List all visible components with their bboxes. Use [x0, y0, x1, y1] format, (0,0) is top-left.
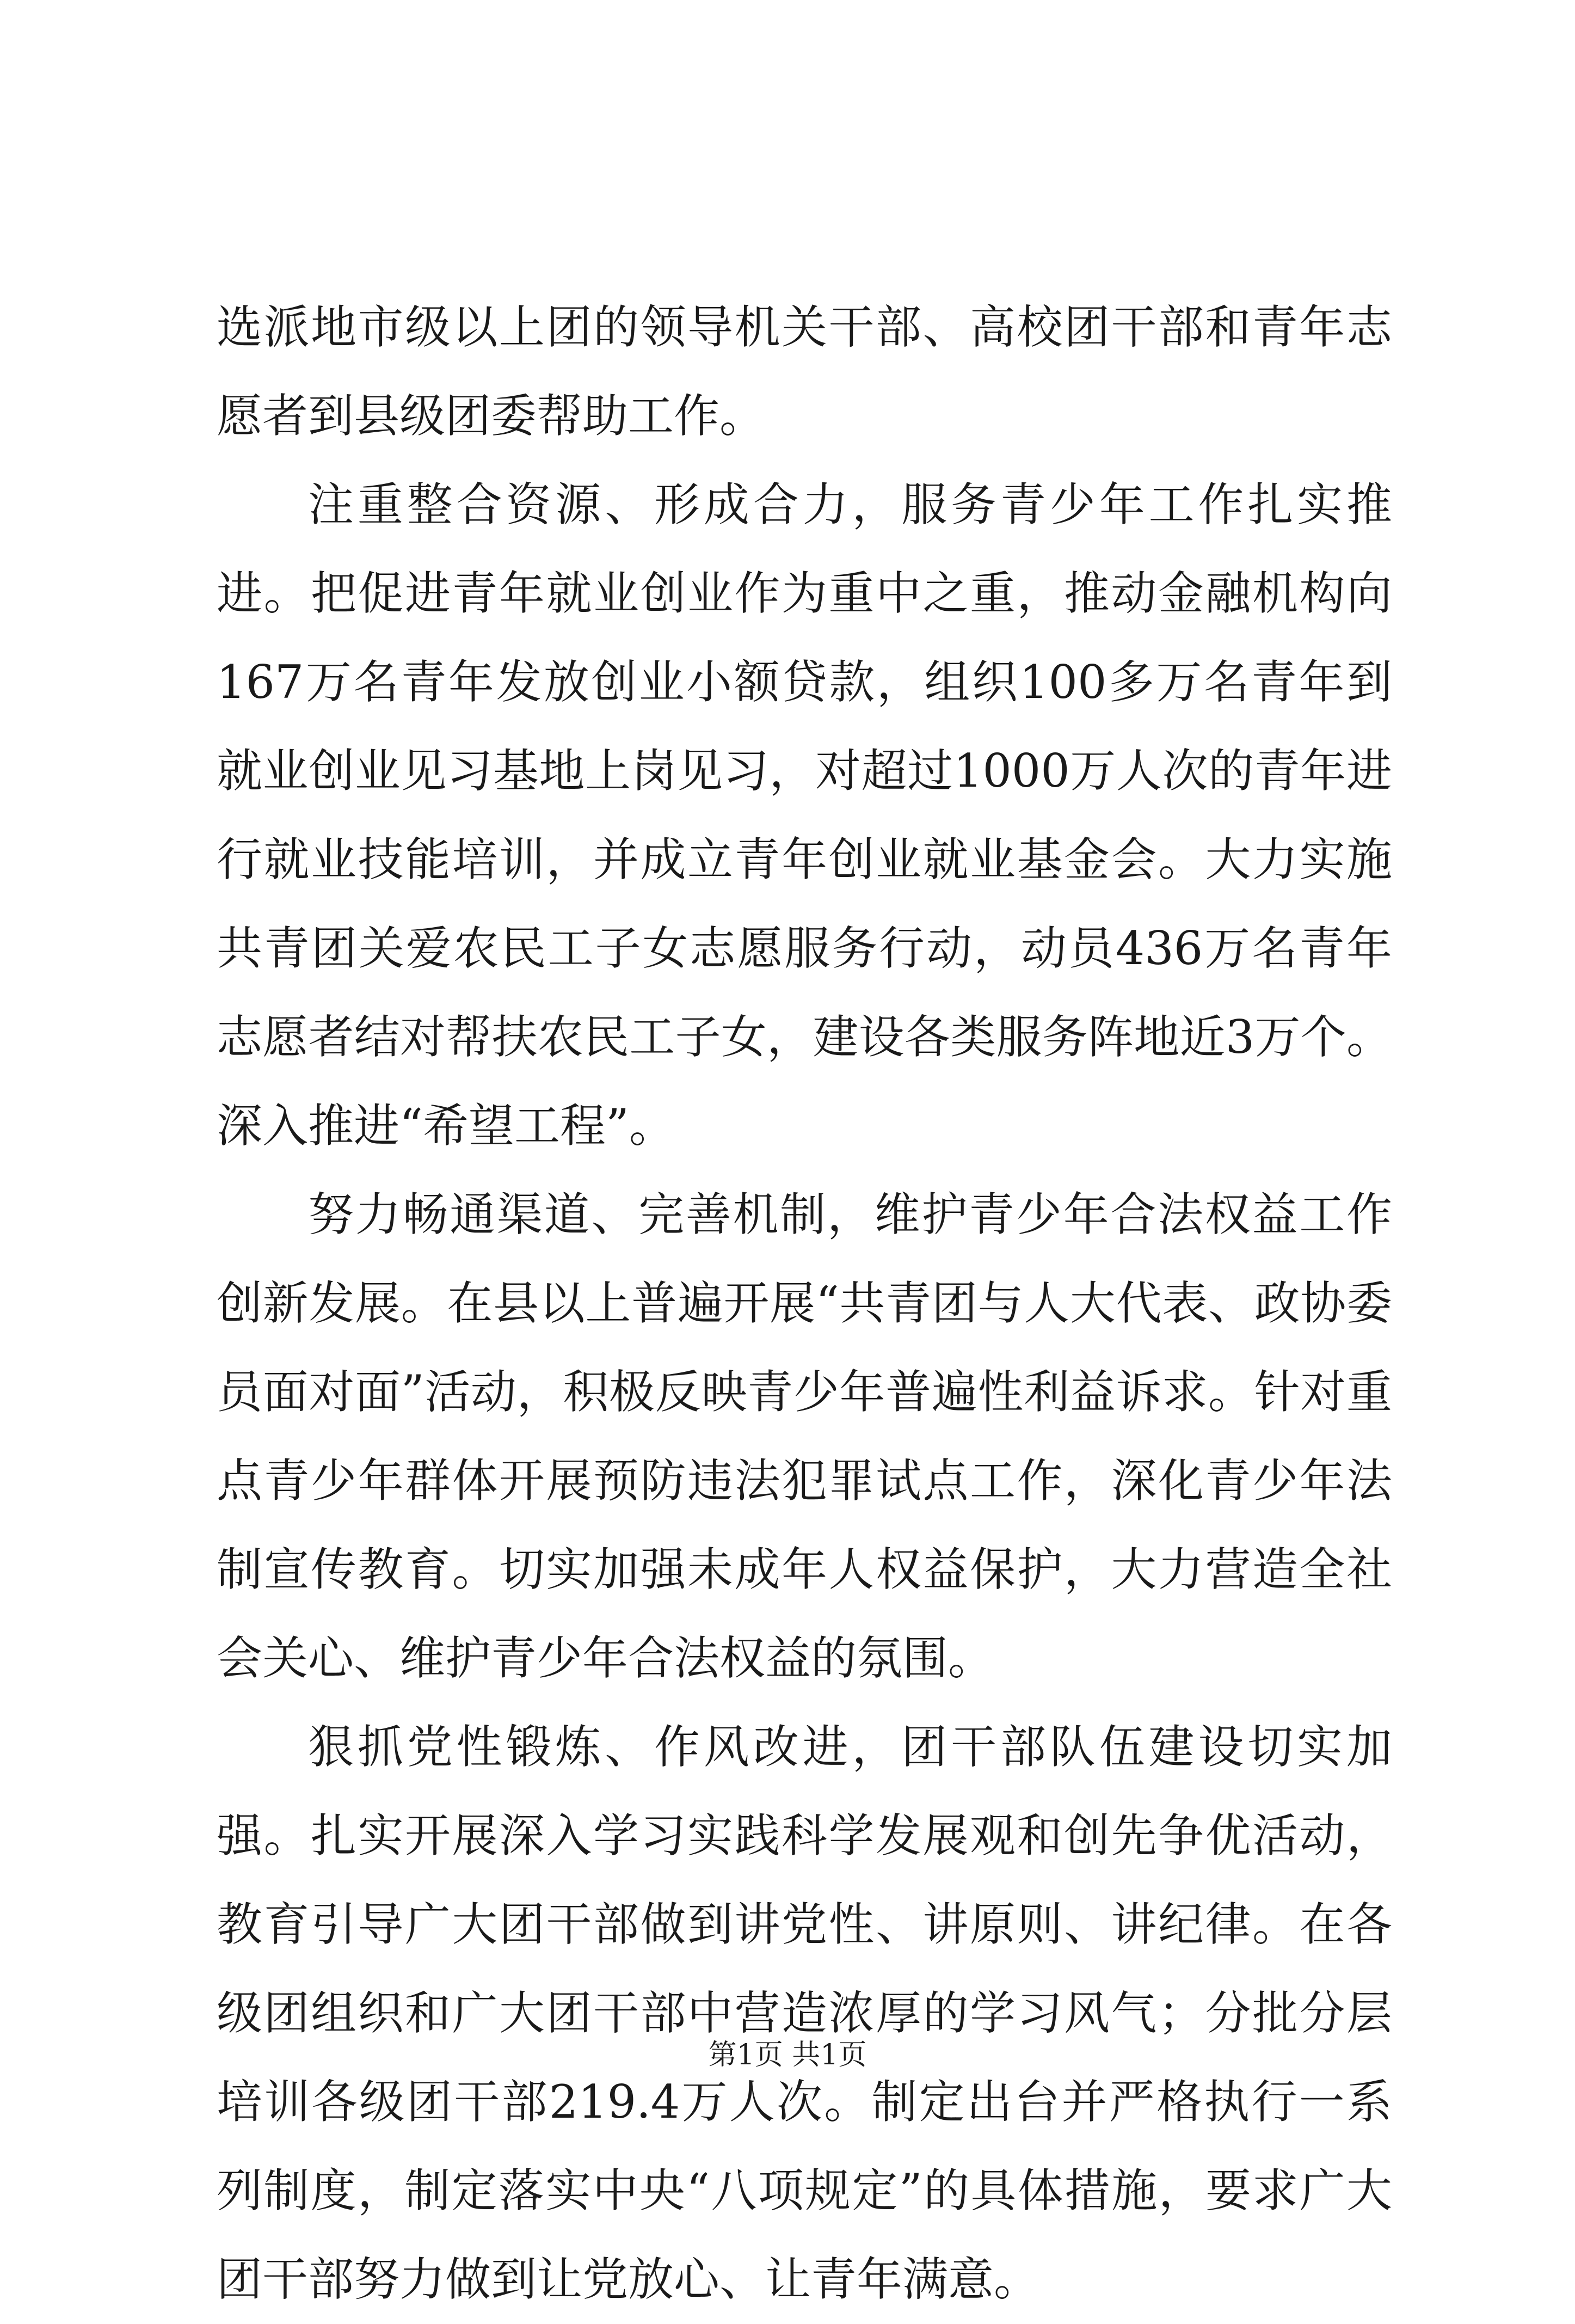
- page-footer: [0, 2036, 1575, 2074]
- paragraph-1: 选派地市级以上团的领导机关干部、高校团干部和青年志愿者到县级团委帮助工作。: [217, 301, 1392, 443]
- paragraph-2: 注重整合资源、形成合力，服务青少年工作扎实推进。把促进青年就业创业作为重中之重，推动金融机构向167万名青年发放创业小额贷款，组织100多万名青年到就业创业见习基地上岗见习，对超过1000万人次的青年进行就业技能培训，并成立青年创业就业基金会。大力实施共青团关爱农民工子女志愿服务行动，动员436万名青年志愿者结对帮扶农民工子女，建设各类服务阵地近3万个。深入推进“希望工程”。: [217, 478, 1392, 1152]
- document-body: [217, 283, 1392, 2324]
- page-number-label: 第1页 共1页: [708, 2039, 867, 2071]
- paragraph-3: 努力畅通渠道、完善机制，维护青少年合法权益工作创新发展。在县以上普遍开展“共青团与人大代表、政协委员面对面”活动，积极反映青少年普遍性利益诉求。针对重点青少年群体开展预防违法犯罪试点工作，深化青少年法制宣传教育。切实加强未成年人权益保护，大力营造全社会关心、维护青少年合法权益的氛围。: [217, 1188, 1392, 1685]
- paragraph-4: 狠抓党性锻炼、作风改进，团干部队伍建设切实加强。扎实开展深入学习实践科学发展观和创先争优活动，教育引导广大团干部做到讲党性、讲原则、讲纪律。在各级团组织和广大团干部中营造浓厚的学习风气；分批分层培训各级团干部219.4万人次。制定出台并严格执行一系列制度，制定落实中央“八项规定”的具体措施，要求广大团干部努力做到让党放心、让青年满意。: [217, 1720, 1392, 2306]
